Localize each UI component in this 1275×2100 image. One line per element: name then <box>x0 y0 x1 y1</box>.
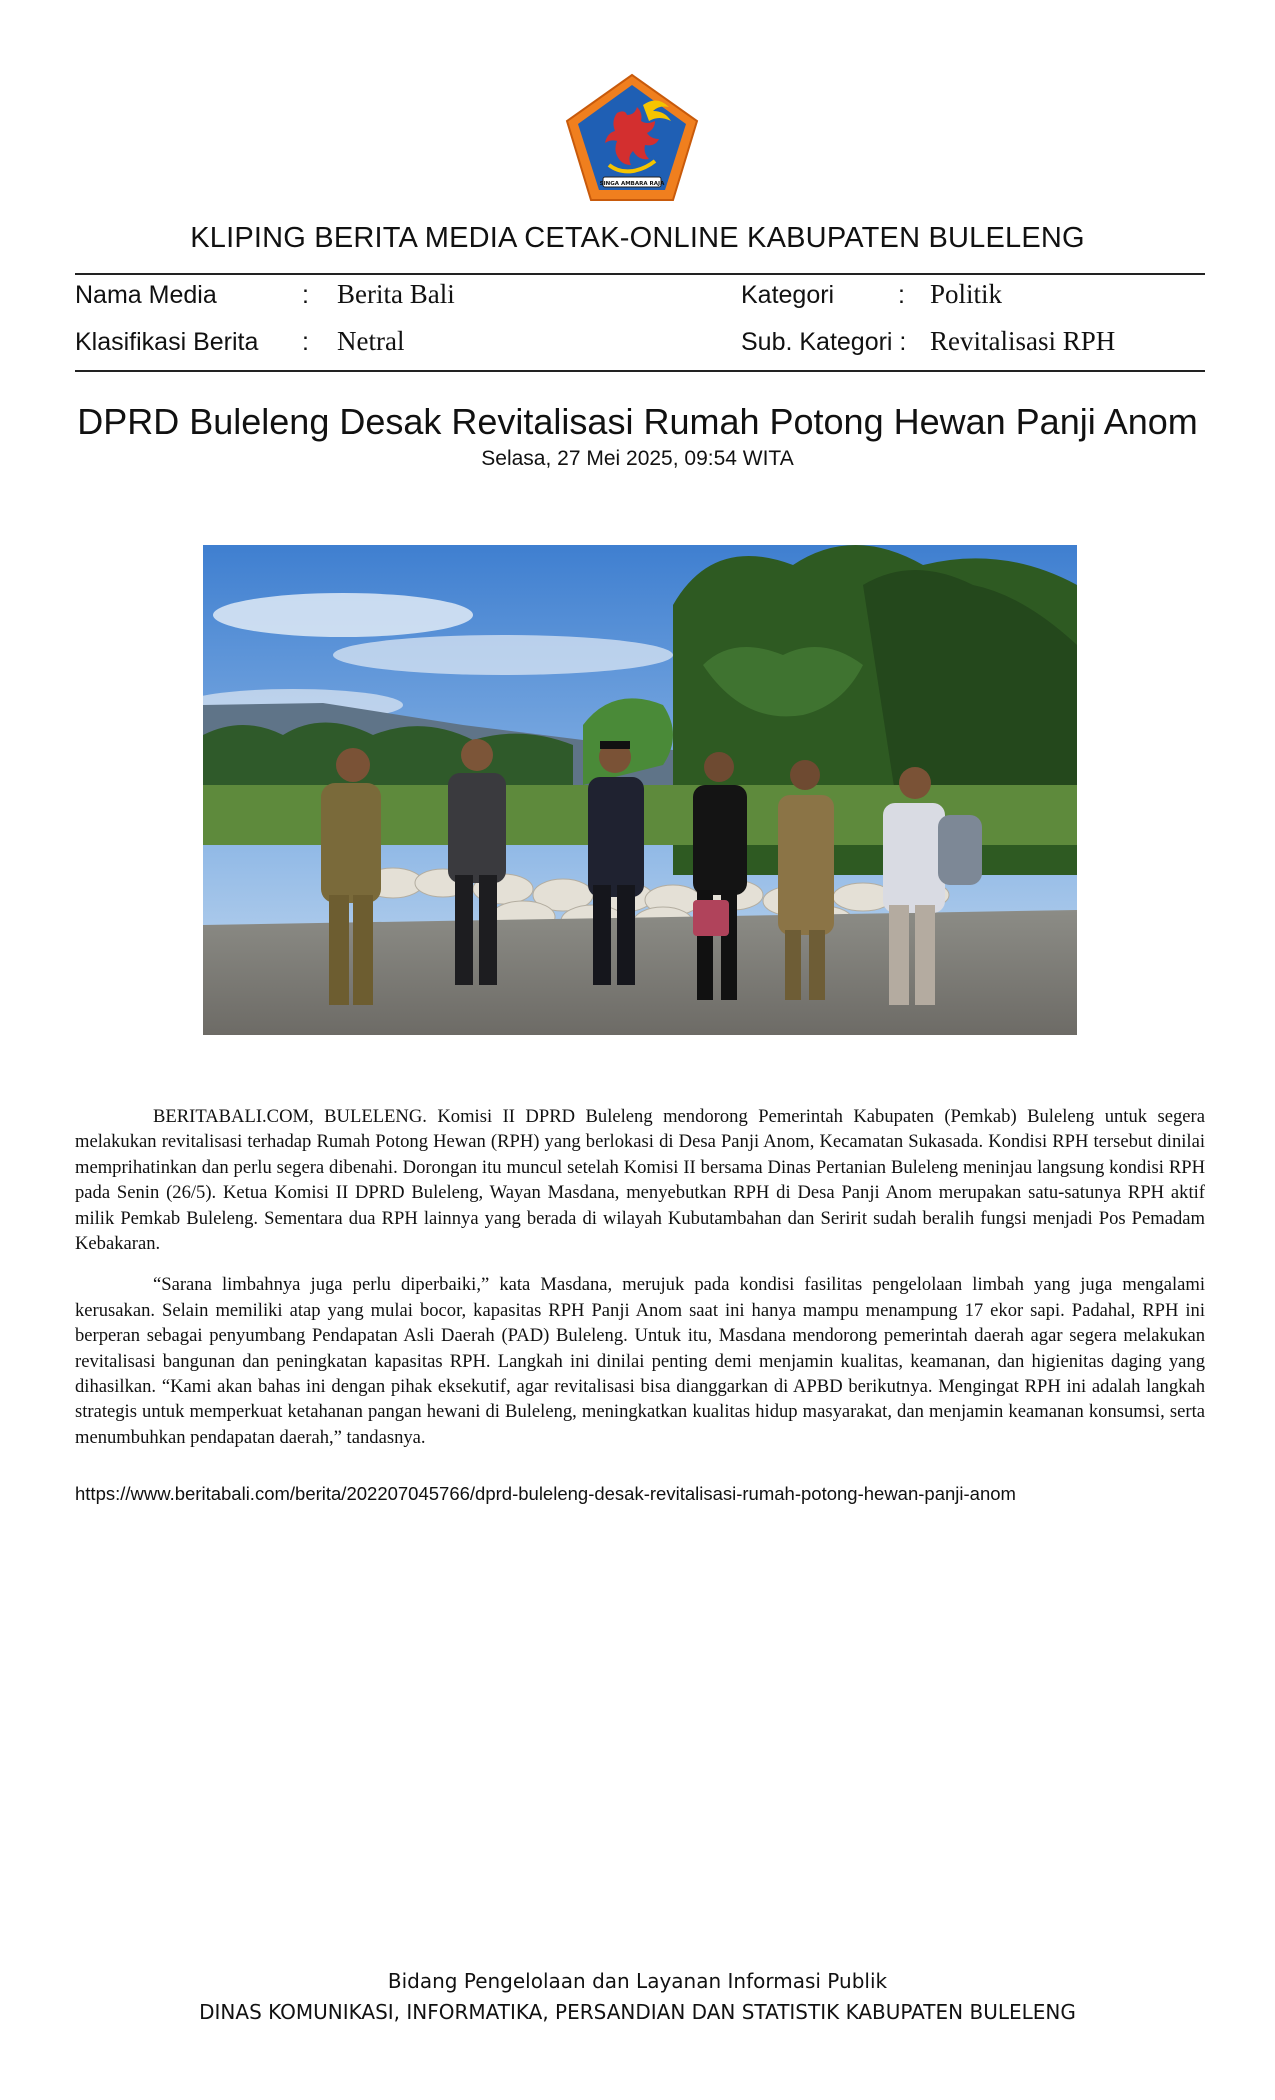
kategori-colon: : <box>898 281 905 309</box>
article-title: DPRD Buleleng Desak Revitalisasi Rumah Potong Hewan Panji Anom <box>77 401 1198 442</box>
footer-agency: DINAS KOMUNIKASI, INFORMATIKA, PERSANDIAN DAN STATISTIK KABUPATEN BULELENG <box>199 2000 1076 2024</box>
footer-department: Bidang Pengelolaan dan Layanan Informasi Publik <box>387 1969 888 1993</box>
article-paragraph-1: BERITABALI.COM, BULELENG. Komisi II DPRD Buleleng mendorong Pemerintah Kabupaten (Pemkab) Buleleng untuk segera melakukan revitalisasi terhadap Rumah Potong Hewan (RPH) yang berlokasi di Desa Panji Anom, Kecamatan Sukasada. Kondisi RPH tersebut dinilai memprihatinkan dan perlu segera dibenahi. Dorongan itu muncul setelah Komisi II bersama Dinas Pertanian Buleleng meninjau langsung kondisi RPH pada Senin (26/5). Ketua Komisi II DPRD Buleleng, Wayan Masdana, menyebutkan RPH di Desa Panji Anom merupakan satu-satunya RPH aktif milik Pemkab Buleleng. Sementara dua RPH lainnya yang berada di wilayah Kubutambahan dan Seririt sudah beralih fungsi menjadi Pos Pemadam Kebakaran. <box>75 1106 1205 1255</box>
buleleng-logo <box>565 73 699 203</box>
klasifikasi-colon: : <box>302 328 309 356</box>
klasifikasi-value: Netral <box>337 326 405 356</box>
sub-kategori-value: Revitalisasi RPH <box>930 326 1116 356</box>
kategori-value: Politik <box>930 279 1003 309</box>
sub-kategori-label: Sub. Kategori : <box>741 328 907 356</box>
logo-motto: SINGA AMBARA RAJA <box>599 181 665 187</box>
article-photo <box>203 545 1077 1035</box>
nama-media-value: Berita Bali <box>337 279 455 309</box>
header-top-rule <box>75 273 1205 275</box>
document-header-title: KLIPING BERITA MEDIA CETAK-ONLINE KABUPATEN BULELENG <box>190 222 1085 254</box>
nama-media-colon: : <box>302 281 309 309</box>
source-url-link[interactable]: https://www.beritabali.com/berita/202207045766/dprd-buleleng-desak-revitalisasi-rumah-potong-hewan-panji-anom <box>75 1483 1016 1504</box>
klasifikasi-label: Klasifikasi Berita <box>75 328 259 356</box>
article-date: Selasa, 27 Mei 2025, 09:54 WITA <box>481 447 794 470</box>
header-bottom-rule <box>75 370 1205 372</box>
kategori-label: Kategori <box>741 281 835 309</box>
article-paragraph-2: “Sarana limbahnya juga perlu diperbaiki,” kata Masdana, merujuk pada kondisi fasilitas pengelolaan limbah yang juga mengalami kerusakan. Selain memiliki atap yang mulai bocor, kapasitas RPH Panji Anom saat ini hanya mampu menampung 17 ekor sapi. Padahal, RPH ini berperan sebagai penyumbang Pendapatan Asli Daerah (PAD) Buleleng. Untuk itu, Masdana mendorong pemerintah daerah agar segera melakukan revitalisasi bangunan dan peningkatan kapasitas RPH. Langkah ini dinilai penting demi menjamin kualitas, keamanan, dan higienitas daging yang dihasilkan. “Kami akan bahas ini dengan pihak eksekutif, agar revitalisasi bisa dianggarkan di APBD berikutnya. Mengingat RPH ini adalah langkah strategis untuk memperkuat ketahanan pangan hewani di Buleleng, meningkatkan kualitas hidup masyarakat, dan menjamin keamanan konsumsi, serta menumbuhkan pendapatan daerah,” tandasnya. <box>75 1274 1205 1448</box>
article-body <box>75 1104 1205 1466</box>
nama-media-label: Nama Media <box>75 281 217 309</box>
